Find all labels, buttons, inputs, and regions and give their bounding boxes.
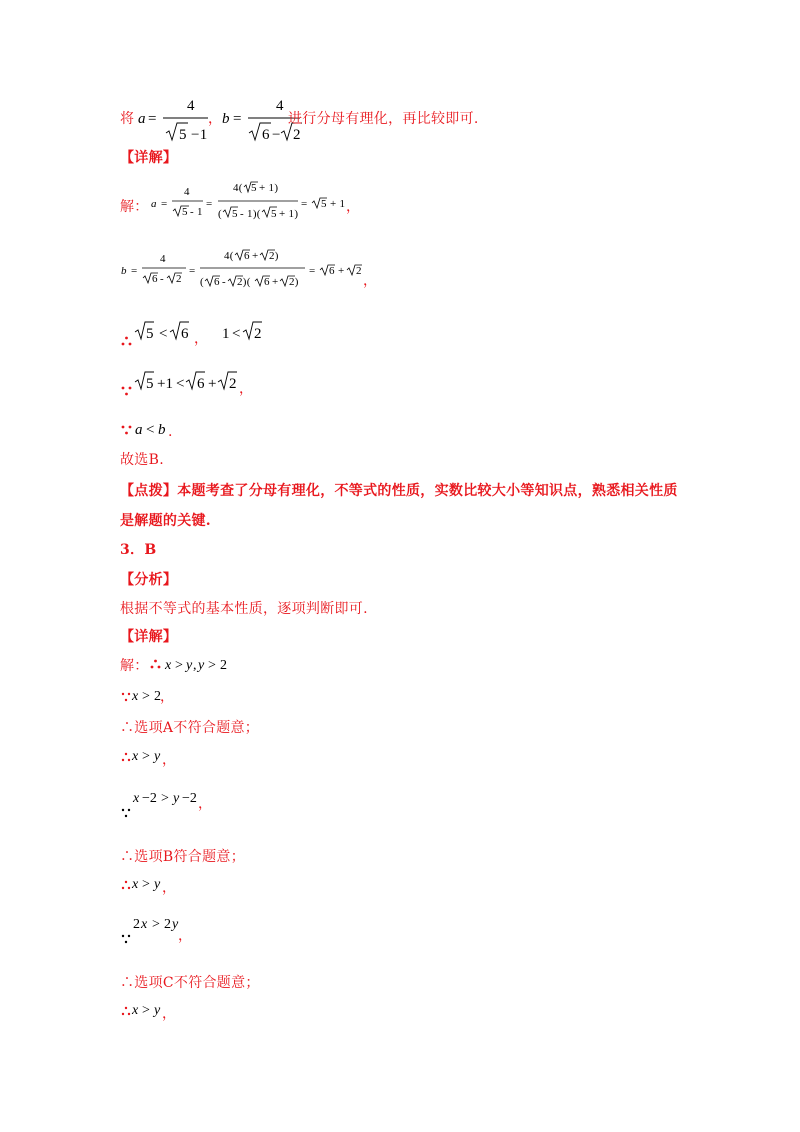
svg-text:2: 2: [293, 127, 301, 143]
svg-text:<: <: [159, 326, 168, 342]
x-gt-y-comma: ，: [162, 752, 177, 768]
detail-header: 【详解】: [120, 150, 178, 166]
svg-text:=: =: [309, 265, 316, 277]
svg-text:>: >: [142, 877, 150, 892]
svg-text:-: -: [160, 273, 164, 285]
svg-text:+1: +1: [157, 376, 173, 392]
x-gt-2-comma: ，: [160, 689, 175, 705]
svg-text:2): 2): [269, 250, 279, 262]
svg-text:y: y: [154, 1003, 161, 1018]
multiply-comma: ，: [178, 928, 193, 944]
svg-text:x: x: [132, 749, 139, 764]
svg-text:b: b: [158, 422, 166, 438]
svg-text:6: 6: [214, 276, 220, 288]
svg-text:a: a: [135, 422, 143, 438]
q3-option-b: ∴选项B符合题意；: [120, 849, 245, 865]
svg-text:−: −: [272, 127, 281, 143]
svg-text:2: 2: [176, 273, 182, 285]
svg-text:x: x: [132, 689, 139, 704]
svg-text:=: =: [233, 111, 242, 127]
svg-text:4: 4: [187, 98, 195, 114]
formula-given: [164, 653, 244, 677]
svg-text:5: 5: [179, 127, 187, 143]
svg-text:-: -: [222, 276, 226, 288]
therefore-icon: [121, 424, 133, 436]
svg-text:1: 1: [222, 326, 230, 342]
because-icon: [121, 752, 131, 762]
svg-text:b: b: [222, 111, 230, 127]
svg-text:=: =: [148, 111, 157, 127]
q3-detail-header: 【详解】: [120, 629, 178, 645]
svg-text:- 1: - 1: [190, 206, 203, 218]
svg-text:4: 4: [184, 186, 190, 198]
q3-solution-prefix: 解：: [120, 658, 149, 674]
note-line-1: 【点拨】本题考查了分母有理化，不等式的性质，实数比较大小等知识点，熟悉相关性质: [120, 483, 678, 499]
svg-text:+ 1): + 1): [259, 182, 279, 194]
svg-text:4(: 4(: [224, 250, 234, 262]
svg-text:>: >: [152, 917, 160, 932]
svg-text:6: 6: [329, 265, 335, 277]
svg-text:5: 5: [321, 198, 327, 210]
svg-text:x: x: [133, 791, 140, 806]
subtract-comma: ，: [198, 796, 213, 812]
x-gt-y-comma: ，: [162, 1006, 177, 1022]
therefore-icon: [121, 692, 131, 702]
svg-text:y: y: [173, 791, 180, 806]
svg-text:<: <: [232, 326, 241, 342]
svg-text:2: 2: [164, 917, 171, 932]
intro-suffix: 进行分母有理化，再比较即可.: [288, 111, 479, 127]
svg-text:x: x: [132, 1003, 139, 1018]
svg-text:2): 2): [289, 276, 299, 288]
svg-text:<: <: [176, 376, 185, 392]
svg-text:>: >: [175, 658, 183, 673]
svg-text:+: +: [272, 276, 279, 288]
svg-text:>: >: [142, 1003, 150, 1018]
svg-text:6: 6: [152, 273, 158, 285]
solution-a-comma: ，: [346, 199, 361, 215]
svg-text:2: 2: [356, 265, 362, 277]
svg-text:x: x: [132, 877, 139, 892]
svg-text:a: a: [151, 198, 157, 210]
svg-text:4(: 4(: [233, 182, 243, 194]
svg-text:(: (: [200, 276, 204, 288]
because-icon: [121, 1006, 131, 1016]
svg-text:4: 4: [276, 98, 284, 114]
x-gt-y-comma: ，: [162, 880, 177, 896]
svg-text:6: 6: [264, 276, 270, 288]
formula-a-rationalize: [148, 177, 361, 227]
svg-text:+ 1: + 1: [330, 198, 346, 210]
svg-text:=: =: [161, 198, 168, 210]
q3-analysis-header: 【分析】: [120, 572, 178, 588]
svg-text:2: 2: [254, 326, 262, 342]
svg-text:+ 1): + 1): [279, 208, 299, 220]
svg-text:5: 5: [146, 326, 154, 342]
svg-text:5: 5: [146, 376, 154, 392]
a-less-b-period: .: [168, 424, 173, 440]
svg-text:b: b: [121, 265, 127, 277]
svg-text:2: 2: [133, 917, 140, 932]
svg-text:6: 6: [244, 250, 250, 262]
q3-option-a: ∴选项A不符合题意；: [120, 720, 260, 736]
svg-text:a: a: [138, 111, 146, 127]
because-icon: [121, 880, 131, 890]
svg-text:+: +: [252, 250, 259, 262]
svg-text:6: 6: [262, 127, 270, 143]
q3-option-c: ∴选项C不符合题意；: [120, 975, 260, 991]
svg-text:−2: −2: [182, 791, 197, 806]
svg-text:y: y: [172, 917, 179, 932]
choice-conclusion: 故选B.: [120, 452, 164, 468]
svg-text:x: x: [141, 917, 148, 932]
svg-text:>: >: [161, 791, 169, 806]
svg-text:4: 4: [160, 253, 166, 265]
svg-text:y: y: [198, 658, 205, 673]
svg-text:>: >: [208, 658, 216, 673]
svg-text:=: =: [189, 265, 196, 277]
svg-text:=: =: [301, 198, 308, 210]
svg-text:5: 5: [271, 208, 277, 220]
svg-text:2: 2: [229, 376, 237, 392]
svg-text:−2: −2: [142, 791, 157, 806]
svg-text:<: <: [146, 422, 155, 438]
solution-b-comma: ，: [363, 273, 378, 289]
svg-text:- 1)(: - 1)(: [240, 208, 261, 220]
formula-sum-compare: [134, 367, 244, 401]
formula-b-rationalize: [120, 241, 370, 293]
svg-text:=: =: [131, 265, 138, 277]
svg-text:6: 6: [197, 376, 205, 392]
because-icon: [121, 335, 133, 347]
note-line-2: 是解题的关键.: [120, 513, 211, 529]
svg-text:2: 2: [220, 658, 227, 673]
therefore-icon: [121, 934, 131, 944]
formula-a-definition: [136, 95, 211, 145]
formula-a-less-b: [134, 417, 184, 443]
because-icon: [150, 658, 162, 670]
therefore-icon: [121, 808, 131, 818]
therefore-icon: [121, 385, 133, 397]
svg-text:−1: −1: [191, 127, 208, 143]
svg-text:>: >: [142, 749, 150, 764]
svg-text:+: +: [338, 265, 345, 277]
svg-text:6: 6: [181, 326, 189, 342]
svg-text:2: 2: [154, 689, 161, 704]
svg-text:y: y: [154, 749, 161, 764]
svg-text:y: y: [186, 658, 193, 673]
svg-text:y: y: [154, 877, 161, 892]
q3-analysis-text: 根据不等式的基本性质，逐项判断即可.: [120, 601, 368, 617]
svg-text:>: >: [142, 689, 150, 704]
intro-prefix: 将: [120, 111, 135, 127]
compare-comma: ，: [194, 331, 209, 347]
svg-text:+: +: [208, 376, 217, 392]
svg-text:(: (: [218, 208, 222, 220]
svg-text:x: x: [165, 658, 172, 673]
svg-text:5: 5: [232, 208, 238, 220]
svg-text:2)(: 2)(: [237, 276, 251, 288]
intro-separator: ，: [208, 111, 223, 127]
svg-text:5: 5: [251, 182, 257, 194]
solution-prefix: 解：: [120, 199, 149, 215]
sum-compare-comma: ，: [239, 381, 254, 397]
svg-text:5: 5: [182, 206, 188, 218]
svg-text:=: =: [206, 198, 213, 210]
svg-text:,: ,: [193, 658, 197, 673]
q3-answer: 3．B: [120, 542, 157, 558]
